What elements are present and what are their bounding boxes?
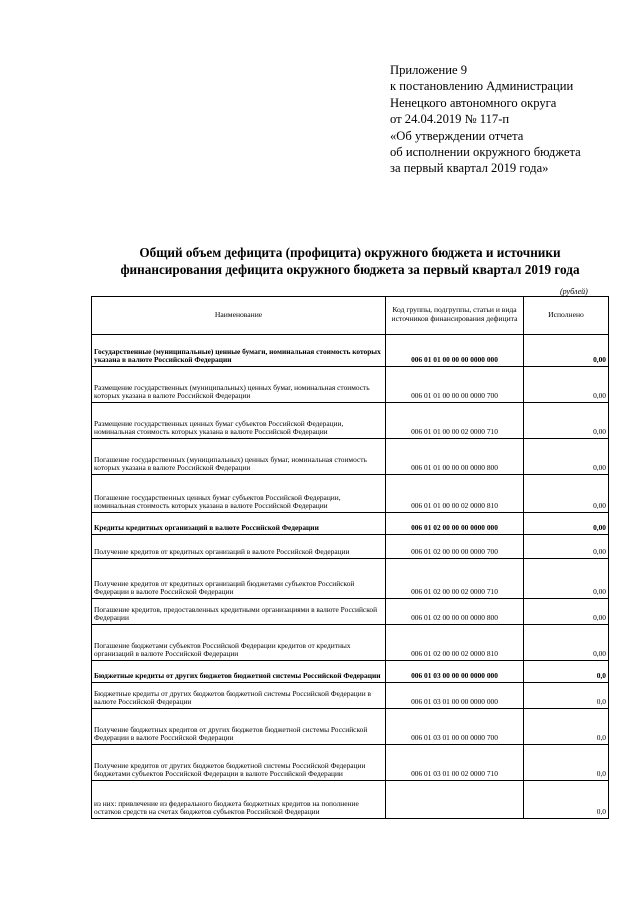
- table-row: [92, 599, 609, 625]
- table-row: [92, 367, 609, 403]
- row-value: 0,0: [524, 745, 609, 781]
- row-value: 0,00: [524, 625, 609, 661]
- table-row: [92, 559, 609, 599]
- table-row: [92, 475, 609, 513]
- row-name: Бюджетные кредиты от других бюджетов бюджетной системы Российской Федерации: [92, 661, 386, 683]
- row-code: 006 01 01 00 00 00 0000 800: [386, 439, 524, 475]
- row-code: 006 01 02 00 00 02 0000 810: [386, 625, 524, 661]
- row-code: 006 01 02 00 00 00 0000 800: [386, 599, 524, 625]
- header-value: Исполнено: [524, 297, 609, 335]
- table-row: [92, 683, 609, 709]
- row-code: 006 01 03 01 00 02 0000 710: [386, 745, 524, 781]
- row-value: 0,00: [524, 475, 609, 513]
- row-value: 0,00: [524, 403, 609, 439]
- row-name: Бюджетные кредиты от других бюджетов бюджетной системы Российской Федерации в валюте Российской Федерации: [92, 683, 386, 709]
- row-value: 0,0: [524, 709, 609, 745]
- row-code: 006 01 02 00 00 00 0000 700: [386, 535, 524, 559]
- financing-table: [91, 296, 609, 819]
- table-row: [92, 709, 609, 745]
- row-name: Получение кредитов от кредитных организаций в валюте Российской Федерации: [92, 535, 386, 559]
- table-row: [92, 661, 609, 683]
- document-title: [90, 244, 610, 278]
- row-value: 0,00: [524, 367, 609, 403]
- row-name: Погашение государственных ценных бумаг субъектов Российской Федерации, номинальная стоимость которых указана в валюте Российской Федерации: [92, 475, 386, 513]
- title-line-2: финансирования дефицита окружного бюджета за первый квартал 2019 года: [120, 262, 580, 277]
- table-row: [92, 781, 609, 819]
- row-name: Размещение государственных (муниципальных) ценных бумаг, номинальная стоимость которых указана в валюте Российской Федерации: [92, 367, 386, 403]
- appendix-line: от 24.04.2019 № 117-п: [390, 112, 510, 127]
- row-name: Получение кредитов от других бюджетов бюджетной системы Российской Федерации бюджетами субъектов Российской Федерации в валюте Российской Федерации: [92, 745, 386, 781]
- row-value: 0,00: [524, 335, 609, 367]
- row-name: Государственные (муниципальные) ценные бумаги, номинальная стоимость которых указана в валюте Российской Федерации: [92, 335, 386, 367]
- table-row: [92, 403, 609, 439]
- row-value: 0,0: [524, 661, 609, 683]
- appendix-header: [390, 62, 630, 177]
- row-code: 006 01 03 01 00 00 0000 000: [386, 683, 524, 709]
- appendix-line: за первый квартал 2019 года»: [390, 161, 549, 176]
- row-name: Погашение кредитов, предоставленных кредитными организациями в валюте Российской Федерации: [92, 599, 386, 625]
- row-code: 006 01 02 00 00 00 0000 000: [386, 513, 524, 535]
- table-row: [92, 439, 609, 475]
- row-value: 0,00: [524, 535, 609, 559]
- row-code: 006 01 01 00 00 00 0000 000: [386, 335, 524, 367]
- row-name: Размещение государственных ценных бумаг субъектов Российской Федерации, номинальная стоимость которых указана в валюте Российской Федерации: [92, 403, 386, 439]
- table-row: [92, 745, 609, 781]
- units-label: (рублей): [560, 287, 588, 296]
- title-line-1: Общий объем дефицита (профицита) окружного бюджета и источники: [139, 245, 561, 260]
- row-code: 006 01 01 00 00 02 0000 810: [386, 475, 524, 513]
- row-value: 0,00: [524, 513, 609, 535]
- table-header-row: [92, 297, 609, 335]
- header-code: Код группы, подгруппы, статьи и вида источников финансирования дефицита: [386, 297, 524, 335]
- appendix-line: Приложение 9: [390, 63, 468, 77]
- row-name: Получение бюджетных кредитов от других бюджетов бюджетной системы Российской Федерации в валюте Российской Федерации: [92, 709, 386, 745]
- row-code: 006 01 03 01 00 00 0000 700: [386, 709, 524, 745]
- table-row: [92, 625, 609, 661]
- row-value: 0,00: [524, 599, 609, 625]
- row-name: Получение кредитов от кредитных организаций бюджетами субъектов Российской Федерации в валюте Российской Федерации: [92, 559, 386, 599]
- row-value: 0,00: [524, 559, 609, 599]
- row-name: Погашение государственных (муниципальных) ценных бумаг, номинальная стоимость которых указана в валюте Российской Федерации: [92, 439, 386, 475]
- table-row: [92, 535, 609, 559]
- appendix-line: к постановлению Администрации: [390, 79, 574, 94]
- row-code: 006 01 02 00 00 02 0000 710: [386, 559, 524, 599]
- row-value: 0,00: [524, 439, 609, 475]
- row-value: 0,0: [524, 781, 609, 819]
- row-code: [386, 781, 524, 819]
- row-name: Погашение бюджетами субъектов Российской Федерации кредитов от кредитных организаций в валюте Российской Федерации: [92, 625, 386, 661]
- appendix-line: об исполнении окружного бюджета: [390, 145, 581, 160]
- row-code: 006 01 01 00 00 02 0000 710: [386, 403, 524, 439]
- row-value: 0,0: [524, 683, 609, 709]
- row-code: 006 01 03 00 00 00 0000 000: [386, 661, 524, 683]
- header-name: Наименование: [92, 297, 386, 335]
- row-name: из них: привлечение из федерального бюджета бюджетных кредитов на пополнение остатков средств на счетах бюджетов субъектов Российской Федерации: [92, 781, 386, 819]
- appendix-line: Ненецкого автономного округа: [390, 95, 557, 110]
- appendix-line: «Об утверждении отчета: [390, 128, 524, 143]
- row-code: 006 01 01 00 00 00 0000 700: [386, 367, 524, 403]
- table-row: [92, 513, 609, 535]
- row-name: Кредиты кредитных организаций в валюте Российской Федерации: [92, 513, 386, 535]
- table-row: [92, 335, 609, 367]
